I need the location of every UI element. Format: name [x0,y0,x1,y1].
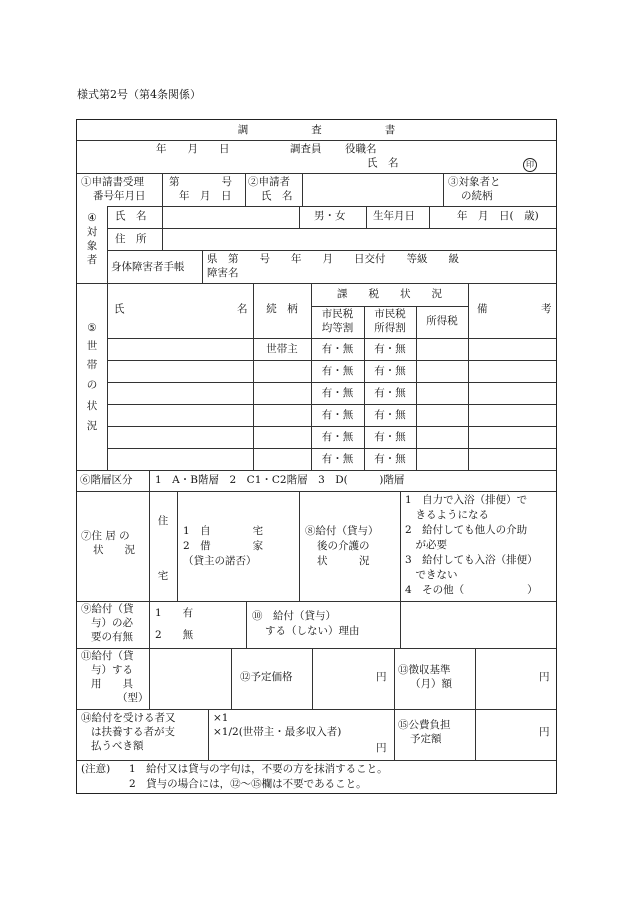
housing-rent[interactable]: 2 借 家 [183,540,264,552]
form-title: 調 査 書 [237,124,396,136]
tax2-toggle[interactable]: 有・無 [374,365,406,377]
handbook-details: 県 第 号 年 月 日交付 等級 級 [207,253,459,265]
birth-date-label: 生年月日 [373,210,415,222]
applicant-label: ②申請者 [248,176,290,188]
col-remarks-a: 備 [477,303,488,315]
household-label-2: 世 [86,340,98,352]
tax2-toggle[interactable]: 有・無 [374,453,406,465]
equipment-label-2: 与）する [91,664,133,676]
standard-label-2: （月）額 [410,678,452,690]
equipment-label: ⑪給付（貸 [81,650,134,662]
col-name-a: 氏 [114,303,125,315]
tax1-toggle[interactable]: 有・無 [321,453,354,465]
tax1-toggle[interactable]: 有・無 [321,387,354,399]
care-option[interactable]: 4 その他（ ） [405,584,538,596]
tax2-toggle[interactable]: 有・無 [374,409,406,421]
reason-label: ⑩ 給付（貸与） [252,610,336,622]
investigator-label: 調査員 [290,143,322,155]
col-tax-income-2: 所得割 [374,322,406,334]
need-yes[interactable]: 1 有 [155,607,194,619]
care-option[interactable]: 2 給付しても他人の介助 [405,524,528,536]
subject-label-2: 対 [86,226,98,238]
applicant-name-label: 氏 名 [261,190,293,202]
public-burden-yen: 円 [539,726,550,738]
handbook-label: 身体障害者手帳 [111,261,185,273]
care-option[interactable]: 1 自力で入浴（排便）で [405,494,528,506]
tax1-toggle[interactable]: 有・無 [321,431,354,443]
application-date-label: 番号年月日 [93,190,146,202]
need-no[interactable]: 2 無 [155,629,194,641]
tax2-toggle[interactable]: 有・無 [374,431,406,443]
tax1-toggle[interactable]: 有・無 [321,343,354,355]
address-label: 住 所 [115,233,147,245]
head-of-household: 世帯主 [266,343,298,355]
household-label-3: 帯 [86,359,98,371]
note-2: 2 貸与の場合には，⑫～⑮欄は不要であること。 [129,778,367,790]
tax2-toggle[interactable]: 有・無 [374,343,406,355]
seal-icon: 印 [523,158,537,172]
relation-label: ③対象者と [448,176,501,188]
col-tax-per-capita-2: 均等割 [321,322,354,334]
tier-label: ⑥階層区分 [80,474,133,486]
payment-label-2: は扶養する者が支 [91,726,175,738]
payment-label: ⑭給付を受ける者又 [81,712,176,724]
equipment-label-4: （型） [117,692,149,704]
care-option: が必要 [405,539,447,551]
survey-date: 年 月 日 [156,143,230,155]
price-yen: 円 [376,671,387,683]
standard-yen: 円 [539,671,550,683]
care-label-2: 後の介護の [317,540,370,552]
birth-date-field[interactable]: 年 月 日( 歳) [457,210,539,222]
need-label-2: 与）の必 [91,617,133,629]
household-label-5: 状 [86,400,98,412]
form-caption: 様式第2号（第4条関係） [77,88,201,101]
standard-label: ⑬徴収基準 [398,664,451,676]
public-burden-label: ⑮公費負担 [398,719,451,731]
household-label-1: ⑤ [87,322,97,334]
payment-mult-half: ×1/2(世帯主・最多収入者) [213,726,342,738]
care-label-3: 状 況 [317,555,370,567]
note-1: 1 給付又は貸与の字句は，不要の方を抹消すること。 [129,763,388,775]
equipment-label-3: 用 具 [91,678,133,690]
subject-label-3: 象 [86,240,98,252]
application-number-label: ①申請書受理 [81,176,144,188]
col-tax-status: 課 税 状 況 [337,288,442,300]
housing-label-2: 状 況 [93,544,135,556]
housing-label: ⑦住 居 の [81,530,130,542]
care-option: できない [405,569,458,581]
reason-label-2: する（しない）理由 [265,625,360,637]
col-relation: 続 柄 [266,303,298,315]
application-number-field[interactable]: 第 号 [169,176,232,188]
tax1-toggle[interactable]: 有・無 [321,409,354,421]
housing-landlord: （貸主の諾否） [183,555,257,567]
household-label-6: 況 [86,420,98,432]
price-label: ⑫予定価格 [240,671,293,683]
need-label: ⑨給付（貸 [81,603,134,615]
notes-prefix: (注意) [81,763,111,775]
payment-yen: 円 [376,742,387,754]
col-remarks-b: 考 [541,303,552,315]
investigator-name-label: 氏 名 [367,157,399,169]
disability-name-label: 障害名 [207,267,239,279]
col-tax-income: 市民税 [374,308,406,320]
payment-mult-1: ×1 [213,712,229,724]
housing-own[interactable]: 1 自 宅 [183,525,264,537]
subject-label-4: 者 [86,254,98,266]
subject-name-label: 氏 名 [115,210,147,222]
housing-vlabel-top: 住 [157,515,169,527]
tax2-toggle[interactable]: 有・無 [374,387,406,399]
public-burden-label-2: 予定額 [410,733,442,745]
care-option[interactable]: 3 給付しても入浴（排便） [405,554,538,566]
subject-label-1: ④ [87,212,97,224]
need-label-3: 要の有無 [91,631,133,643]
care-option: きるようになる [405,509,489,521]
care-label: ⑧給付（貸与） [305,525,379,537]
household-label-4: の [86,379,98,391]
position-label: 役職名 [345,143,377,155]
tax1-toggle[interactable]: 有・無 [321,365,354,377]
col-tax-per-capita: 市民税 [321,308,354,320]
relation-label-2: の続柄 [461,190,493,202]
housing-vlabel-bottom: 宅 [157,570,169,582]
sex-selector[interactable]: 男・女 [314,210,346,222]
col-income-tax: 所得税 [426,315,458,327]
application-date-field[interactable]: 年 月 日 [179,190,232,202]
investigation-form [76,119,557,794]
payment-label-3: 払うべき額 [91,740,144,752]
col-name-b: 名 [237,303,248,315]
tier-options[interactable]: 1 A・B階層 2 C1・C2階層 3 D( )階層 [155,474,405,486]
